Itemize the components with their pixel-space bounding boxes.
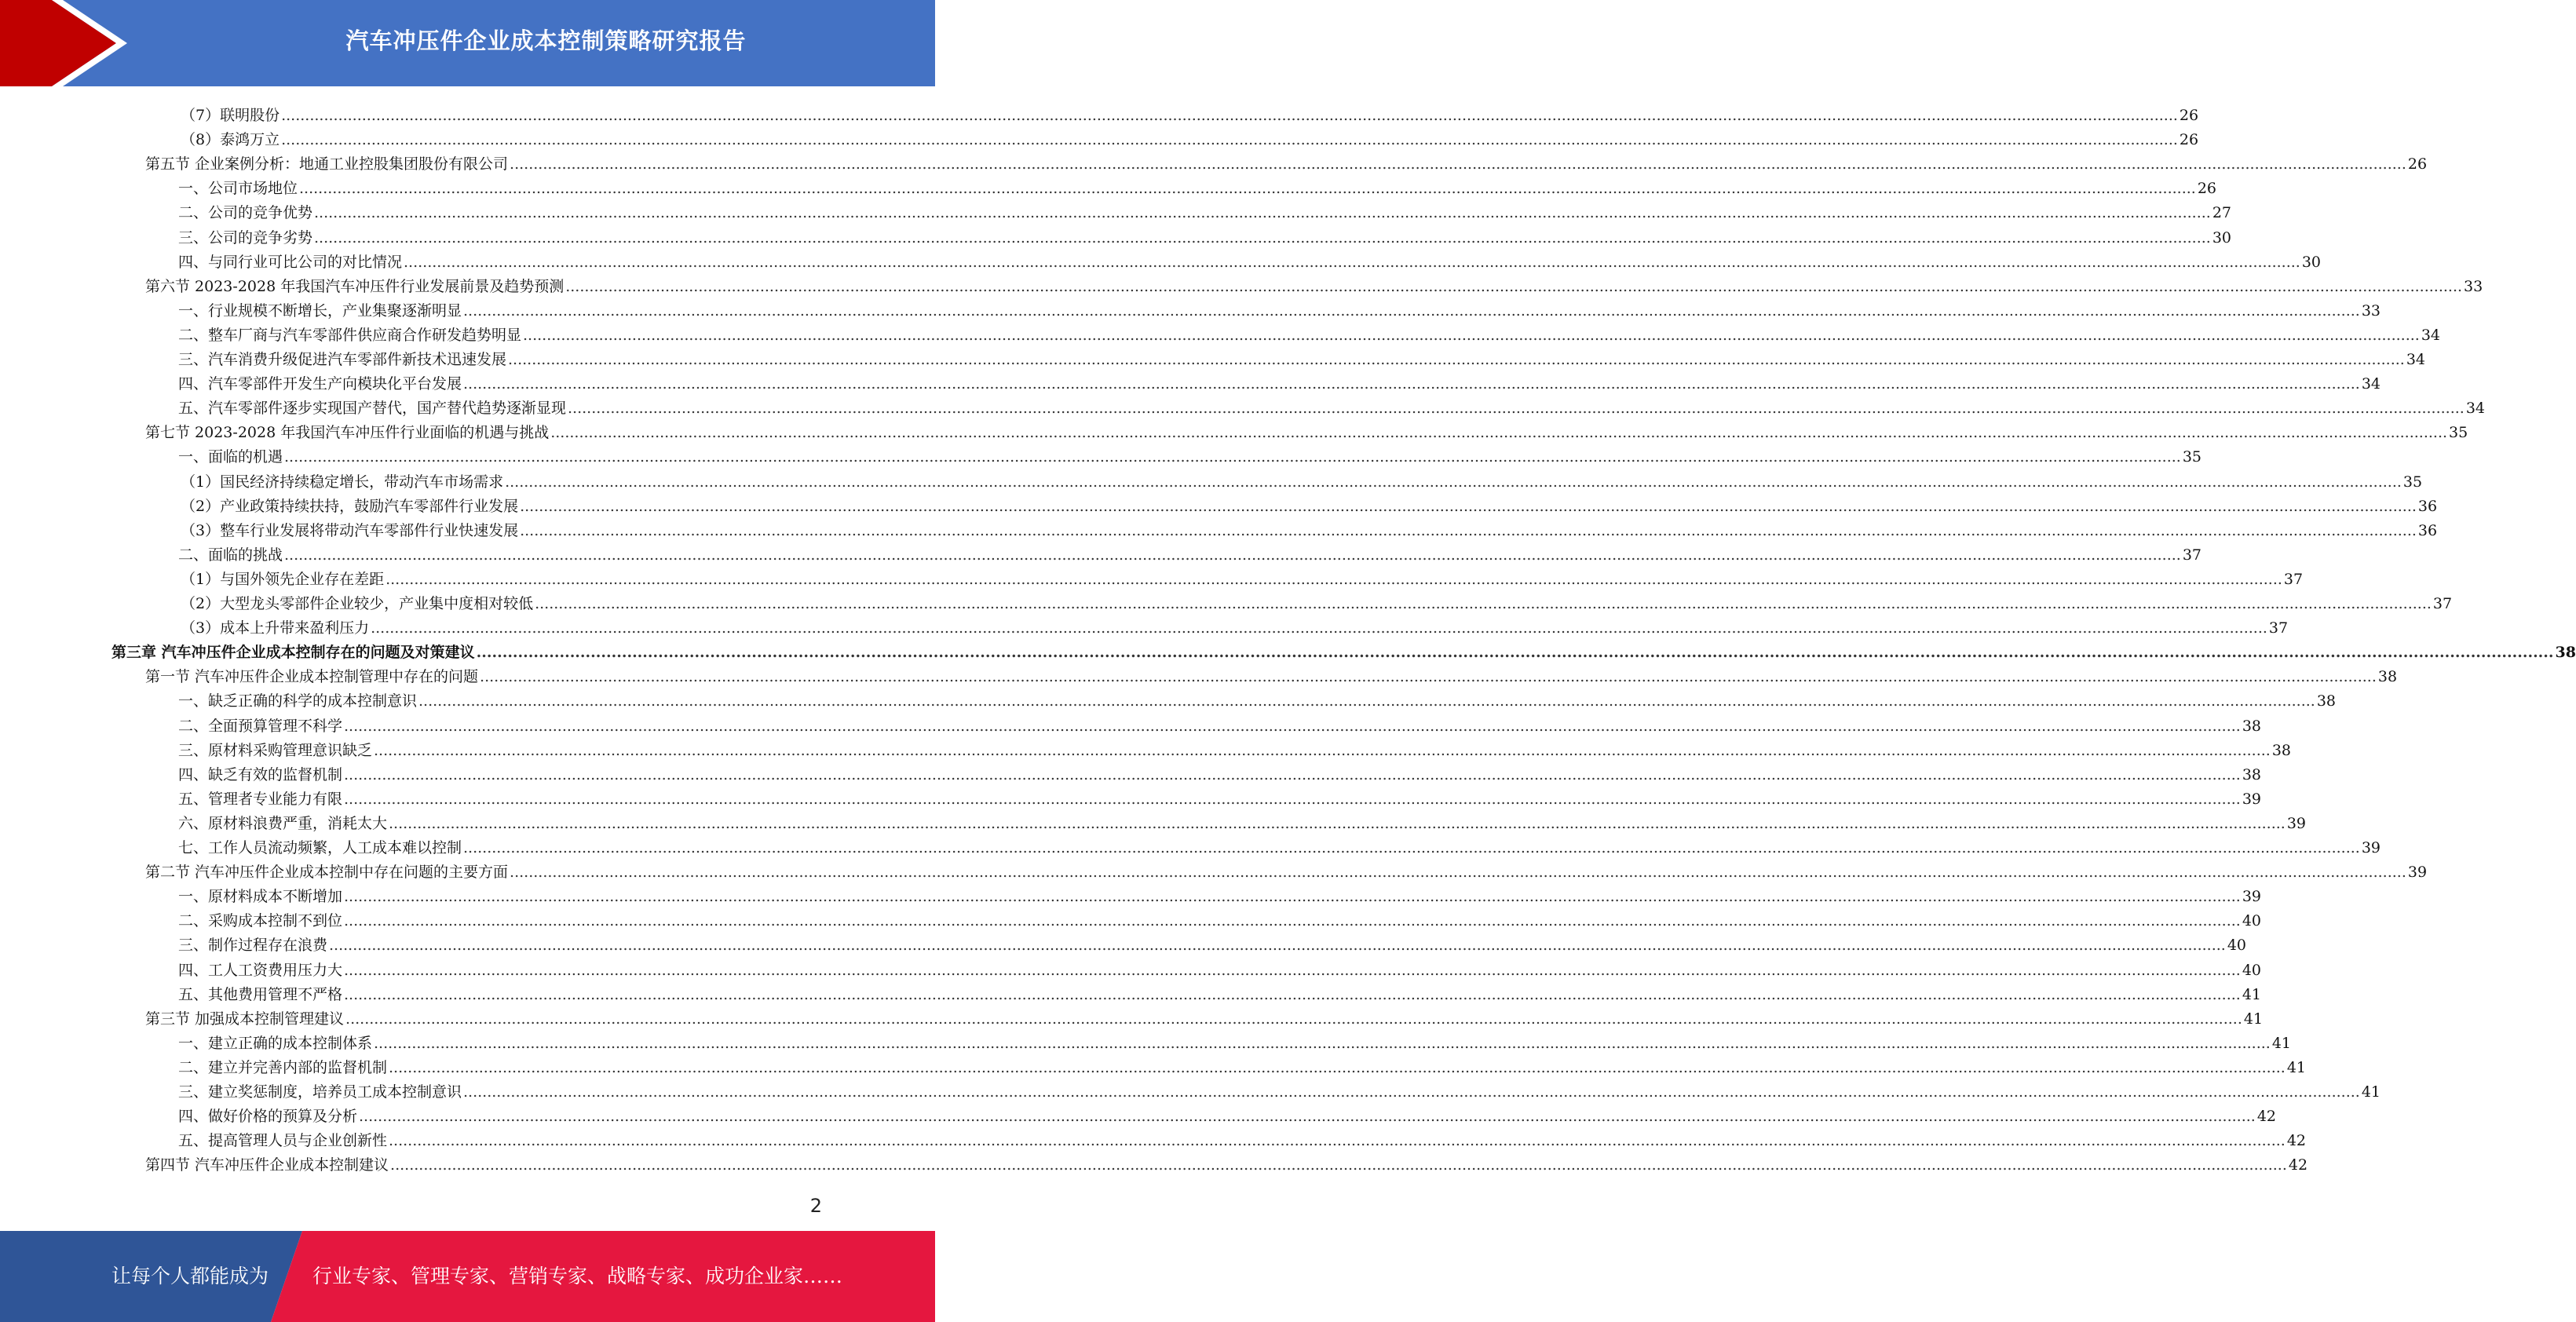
toc-entry-title: 三、公司的竞争劣势 xyxy=(178,228,313,247)
toc-dot-leader: ................................................................................................................................................................................................................................................................................................................................................................................................................ xyxy=(404,253,2300,271)
toc-entry-title: 二、采购成本控制不到位 xyxy=(178,912,343,930)
toc-entry-page: 37 xyxy=(2268,619,2289,637)
toc-entry[interactable] xyxy=(178,1126,2307,1150)
toc-entry-title: 一、原材料成本不断增加 xyxy=(178,888,343,906)
toc-entry[interactable] xyxy=(145,857,2428,882)
toc-entry-page: 40 xyxy=(2242,961,2262,979)
toc-entry-title: 第三节 加强成本控制管理建议 xyxy=(145,1010,345,1028)
toc-entry-page: 34 xyxy=(2361,375,2381,393)
toc-entry[interactable] xyxy=(178,1053,2307,1077)
toc-entry[interactable] xyxy=(178,223,2232,247)
toc-entry-page: 27 xyxy=(2212,204,2232,222)
toc-entry[interactable] xyxy=(178,320,2441,345)
toc-entry[interactable] xyxy=(178,345,2426,369)
toc-dot-leader: ................................................................................................................................................................................................................................................................................................................................................................................................................ xyxy=(476,644,2554,662)
toc-entry[interactable] xyxy=(178,198,2232,222)
toc-dot-leader: ................................................................................................................................................................................................................................................................................................................................................................................................................ xyxy=(344,912,2241,930)
page-footer xyxy=(0,1231,935,1322)
toc-entry-title: 三、汽车消费升级促进汽车零部件新技术迅速发展 xyxy=(178,351,507,368)
toc-entry[interactable] xyxy=(178,442,2202,466)
toc-entry[interactable] xyxy=(178,930,2247,955)
page-number: 2 xyxy=(809,1195,822,1217)
toc-entry[interactable] xyxy=(178,540,2202,564)
toc-dot-leader: ................................................................................................................................................................................................................................................................................................................................................................................................................ xyxy=(344,790,2241,808)
toc-entry-title: 第六节 2023-2028 年我国汽车冲压件行业发展前景及趋势预测 xyxy=(145,277,565,295)
toc-entry[interactable] xyxy=(145,662,2398,686)
toc-entry-title: 一、建立正确的成本控制体系 xyxy=(178,1034,373,1052)
toc-entry-page: 38 xyxy=(2377,668,2398,686)
toc-entry[interactable] xyxy=(181,100,2199,125)
toc-entry-page: 38 xyxy=(2316,692,2337,710)
toc-dot-leader: ................................................................................................................................................................................................................................................................................................................................................................................................................ xyxy=(374,741,2271,759)
toc-dot-leader: ................................................................................................................................................................................................................................................................................................................................................................................................................ xyxy=(314,228,2211,247)
toc-dot-leader: ................................................................................................................................................................................................................................................................................................................................................................................................................ xyxy=(281,107,2178,124)
toc-entry[interactable] xyxy=(181,516,2438,540)
toc-entry-title: （2）大型龙头零部件企业较少，产业集中度相对较低 xyxy=(181,595,534,612)
toc-entry[interactable] xyxy=(145,272,2483,296)
toc-dot-leader: ................................................................................................................................................................................................................................................................................................................................................................................................................ xyxy=(314,204,2211,222)
toc-dot-leader: ................................................................................................................................................................................................................................................................................................................................................................................................................ xyxy=(523,326,2420,344)
toc-entry-page: 39 xyxy=(2242,790,2262,808)
toc-entry-page: 26 xyxy=(2179,131,2199,149)
toc-entry-title: 一、面临的机遇 xyxy=(178,448,283,466)
toc-dot-leader: ................................................................................................................................................................................................................................................................................................................................................................................................................ xyxy=(371,619,2267,637)
toc-entry-title: 四、与同行业可比公司的对比情况 xyxy=(178,253,403,271)
toc-entry[interactable] xyxy=(178,809,2307,833)
toc-entry-page: 26 xyxy=(2197,180,2217,198)
toc-entry-page: 39 xyxy=(2361,839,2381,856)
toc-dot-leader: ................................................................................................................................................................................................................................................................................................................................................................................................................ xyxy=(299,180,2196,198)
toc-entry[interactable] xyxy=(178,760,2262,784)
toc-entry-title: （2）产业政策持续扶持，鼓励汽车零部件行业发展 xyxy=(181,497,519,515)
toc-entry-page: 38 xyxy=(2555,644,2576,662)
toc-entry[interactable] xyxy=(178,906,2262,930)
toc-dot-leader: ................................................................................................................................................................................................................................................................................................................................................................................................................ xyxy=(390,1156,2287,1174)
toc-entry[interactable] xyxy=(178,173,2217,198)
toc-entry[interactable] xyxy=(178,393,2486,418)
toc-entry-page: 33 xyxy=(2464,277,2483,295)
toc-entry[interactable] xyxy=(178,833,2381,857)
toc-entry-title: 第七节 2023-2028 年我国汽车冲压件行业面临的机遇与挑战 xyxy=(145,424,550,442)
toc-entry-page: 40 xyxy=(2227,937,2247,955)
toc-entry-title: 三、建立奖惩制度，培养员工成本控制意识 xyxy=(178,1083,462,1101)
toc-entry-page: 37 xyxy=(2182,546,2202,564)
toc-dot-leader: ................................................................................................................................................................................................................................................................................................................................................................................................................ xyxy=(550,424,2448,442)
toc-dot-leader: ................................................................................................................................................................................................................................................................................................................................................................................................................ xyxy=(389,1058,2286,1076)
toc-entry-title: （7）联明股份 xyxy=(181,107,280,124)
toc-entry[interactable] xyxy=(178,784,2262,809)
toc-dot-leader: ................................................................................................................................................................................................................................................................................................................................................................................................................ xyxy=(281,131,2178,149)
toc-entry-title: 二、面临的挑战 xyxy=(178,546,283,564)
toc-entry-page: 41 xyxy=(2242,985,2262,1003)
toc-dot-leader: ................................................................................................................................................................................................................................................................................................................................................................................................................ xyxy=(520,497,2417,515)
toc-entry-page: 35 xyxy=(2402,473,2423,491)
toc-entry[interactable] xyxy=(181,467,2423,491)
toc-entry-title: （8）泰鸿万立 xyxy=(181,131,280,149)
toc-entry-title: 四、汽车零部件开发生产向模块化平台发展 xyxy=(178,375,462,393)
toc-dot-leader: ................................................................................................................................................................................................................................................................................................................................................................................................................ xyxy=(535,595,2432,612)
toc-entry[interactable] xyxy=(178,369,2381,393)
toc-dot-leader: ................................................................................................................................................................................................................................................................................................................................................................................................................ xyxy=(418,692,2315,710)
toc-entry-page: 33 xyxy=(2361,301,2381,320)
toc-entry-page: 34 xyxy=(2421,326,2441,344)
page-header xyxy=(0,0,935,86)
toc-dot-leader: ................................................................................................................................................................................................................................................................................................................................................................................................................ xyxy=(344,765,2241,783)
toc-entry[interactable] xyxy=(178,247,2322,272)
toc-dot-leader: ................................................................................................................................................................................................................................................................................................................................................................................................................ xyxy=(344,717,2241,735)
toc-entry-title: 四、工人工资费用压力大 xyxy=(178,961,343,979)
toc-entry-title: 五、提高管理人员与企业创新性 xyxy=(178,1132,388,1150)
toc-dot-leader: ................................................................................................................................................................................................................................................................................................................................................................................................................ xyxy=(284,448,2181,466)
toc-entry-title: 三、原材料采购管理意识缺乏 xyxy=(178,741,373,759)
toc-entry-title: 五、管理者专业能力有限 xyxy=(178,790,343,808)
toc-entry-title: （1）国民经济持续稳定增长，带动汽车市场需求 xyxy=(181,473,504,491)
toc-entry-page: 42 xyxy=(2288,1156,2308,1174)
toc-dot-leader: ................................................................................................................................................................................................................................................................................................................................................................................................................ xyxy=(568,400,2465,418)
toc-entry-title: 第二节 汽车冲压件企业成本控制中存在问题的主要方面 xyxy=(145,864,509,882)
toc-dot-leader: ................................................................................................................................................................................................................................................................................................................................................................................................................ xyxy=(329,937,2226,955)
toc-entry-page: 36 xyxy=(2417,497,2438,515)
toc-entry-page: 41 xyxy=(2361,1083,2381,1101)
toc-dot-leader: ................................................................................................................................................................................................................................................................................................................................................................................................................ xyxy=(389,1132,2286,1150)
toc-dot-leader: ................................................................................................................................................................................................................................................................................................................................................................................................................ xyxy=(520,521,2417,539)
toc-entry-page: 26 xyxy=(2179,107,2199,124)
toc-dot-leader: ................................................................................................................................................................................................................................................................................................................................................................................................................ xyxy=(385,570,2282,588)
toc-entry-page: 38 xyxy=(2271,741,2292,759)
toc-entry-title: 一、公司市场地位 xyxy=(178,180,298,198)
toc-entry[interactable] xyxy=(178,686,2337,710)
toc-entry-page: 39 xyxy=(2242,888,2262,906)
toc-dot-leader: ................................................................................................................................................................................................................................................................................................................................................................................................................ xyxy=(344,888,2241,906)
toc-entry[interactable] xyxy=(111,637,2576,662)
toc-entry-title: 七、工作人员流动频繁，人工成本难以控制 xyxy=(178,839,462,856)
toc-entry-title: 五、其他费用管理不严格 xyxy=(178,985,343,1003)
toc-entry-page: 34 xyxy=(2465,400,2486,418)
toc-entry[interactable] xyxy=(178,1077,2381,1101)
toc-entry-page: 42 xyxy=(2286,1132,2307,1150)
toc-entry-page: 37 xyxy=(2432,595,2453,612)
toc-dot-leader: ................................................................................................................................................................................................................................................................................................................................................................................................................ xyxy=(505,473,2402,491)
toc-entry-title: 二、建立并完善内部的监督机制 xyxy=(178,1058,388,1076)
toc-entry-page: 26 xyxy=(2407,155,2428,173)
toc-dot-leader: ................................................................................................................................................................................................................................................................................................................................................................................................................ xyxy=(344,961,2241,979)
toc-entry[interactable] xyxy=(178,711,2262,736)
toc-entry-page: 30 xyxy=(2301,253,2322,271)
toc-dot-leader: ................................................................................................................................................................................................................................................................................................................................................................................................................ xyxy=(480,668,2377,686)
toc-entry-page: 39 xyxy=(2407,864,2428,882)
toc-entry[interactable] xyxy=(181,125,2199,149)
toc-entry[interactable] xyxy=(178,296,2381,320)
toc-entry-page: 40 xyxy=(2242,912,2262,930)
footer-slogan-left: 让每个人都能成为 xyxy=(111,1265,269,1287)
toc-dot-leader: ................................................................................................................................................................................................................................................................................................................................................................................................................ xyxy=(284,546,2181,564)
report-title: 汽车冲压件企业成本控制策略研究报告 xyxy=(345,27,747,54)
toc-entry-page: 35 xyxy=(2449,424,2468,442)
toc-entry-title: 二、公司的竞争优势 xyxy=(178,204,313,222)
toc-entry[interactable] xyxy=(178,955,2262,980)
toc-dot-leader: ................................................................................................................................................................................................................................................................................................................................................................................................................ xyxy=(508,351,2405,368)
toc-dot-leader: ................................................................................................................................................................................................................................................................................................................................................................................................................ xyxy=(463,301,2360,320)
toc-entry[interactable] xyxy=(178,736,2292,760)
toc-entry-title: 第五节 企业案例分析：地通工业控股集团股份有限公司 xyxy=(145,155,509,173)
toc-entry[interactable] xyxy=(145,149,2428,173)
toc-dot-leader: ................................................................................................................................................................................................................................................................................................................................................................................................................ xyxy=(374,1034,2271,1052)
toc-entry-page: 38 xyxy=(2242,717,2262,735)
toc-dot-leader: ................................................................................................................................................................................................................................................................................................................................................................................................................ xyxy=(463,375,2360,393)
toc-dot-leader: ................................................................................................................................................................................................................................................................................................................................................................................................................ xyxy=(510,864,2406,882)
toc-entry-title: （1）与国外领先企业存在差距 xyxy=(181,570,385,588)
toc-dot-leader: ................................................................................................................................................................................................................................................................................................................................................................................................................ xyxy=(389,814,2286,832)
toc-entry-title: 三、制作过程存在浪费 xyxy=(178,937,328,955)
toc-entry-page: 36 xyxy=(2417,521,2438,539)
toc-entry-title: 第三章 汽车冲压件企业成本控制存在的问题及对策建议 xyxy=(111,644,475,662)
toc-entry[interactable] xyxy=(178,1101,2277,1126)
toc-entry-title: （3）成本上升带来盈利压力 xyxy=(181,619,370,637)
toc-entry[interactable] xyxy=(181,613,2289,637)
toc-entry-page: 41 xyxy=(2243,1010,2264,1028)
toc-entry-title: （3）整车行业发展将带动汽车零部件行业快速发展 xyxy=(181,521,519,539)
toc-entry[interactable] xyxy=(178,980,2262,1004)
toc-entry-title: 一、缺乏正确的科学的成本控制意识 xyxy=(178,692,418,710)
toc-entry-title: 四、做好价格的预算及分析 xyxy=(178,1108,358,1126)
toc-entry[interactable] xyxy=(145,1150,2308,1174)
toc-dot-leader: ................................................................................................................................................................................................................................................................................................................................................................................................................ xyxy=(344,985,2241,1003)
toc-entry-title: 四、缺乏有效的监督机制 xyxy=(178,765,343,783)
toc-entry-title: 一、行业规模不断增长，产业集聚逐渐明显 xyxy=(178,301,462,320)
toc-dot-leader: ................................................................................................................................................................................................................................................................................................................................................................................................................ xyxy=(510,155,2406,173)
toc-entry[interactable] xyxy=(145,418,2468,442)
toc-entry-title: 二、全面预算管理不科学 xyxy=(178,717,343,735)
toc-entry-page: 41 xyxy=(2286,1058,2307,1076)
toc-entry-title: 六、原材料浪费严重，消耗太大 xyxy=(178,814,388,832)
toc-dot-leader: ................................................................................................................................................................................................................................................................................................................................................................................................................ xyxy=(463,839,2360,856)
toc-entry-page: 37 xyxy=(2283,570,2304,588)
toc-entry[interactable] xyxy=(181,564,2304,589)
toc-dot-leader: ................................................................................................................................................................................................................................................................................................................................................................................................................ xyxy=(359,1108,2256,1126)
toc-entry-page: 30 xyxy=(2212,228,2232,247)
toc-entry[interactable] xyxy=(178,882,2262,906)
toc-dot-leader: ................................................................................................................................................................................................................................................................................................................................................................................................................ xyxy=(565,277,2463,295)
toc-entry-title: 第一节 汽车冲压件企业成本控制管理中存在的问题 xyxy=(145,668,479,686)
toc-entry-page: 42 xyxy=(2256,1108,2277,1126)
toc-dot-leader: ................................................................................................................................................................................................................................................................................................................................................................................................................ xyxy=(463,1083,2360,1101)
toc-entry-page: 38 xyxy=(2242,765,2262,783)
toc-entry-title: 第四节 汽车冲压件企业成本控制建议 xyxy=(145,1156,389,1174)
toc-entry-page: 35 xyxy=(2182,448,2202,466)
toc-entry-page: 41 xyxy=(2271,1034,2292,1052)
footer-slogan-right: 行业专家、管理专家、营销专家、战略专家、成功企业家…… xyxy=(312,1265,843,1287)
toc-entry-title: 二、整车厂商与汽车零部件供应商合作研发趋势明显 xyxy=(178,326,522,344)
toc-entry-page: 39 xyxy=(2286,814,2307,832)
toc-entry[interactable] xyxy=(145,1004,2264,1028)
toc-entry-page: 34 xyxy=(2406,351,2426,368)
toc-entry[interactable] xyxy=(181,491,2438,516)
toc-entry[interactable] xyxy=(181,589,2453,613)
toc-entry[interactable] xyxy=(178,1028,2292,1053)
toc-entry-title: 五、汽车零部件逐步实现国产替代，国产替代趋势逐渐显现 xyxy=(178,400,567,418)
toc-dot-leader: ................................................................................................................................................................................................................................................................................................................................................................................................................ xyxy=(345,1010,2242,1028)
